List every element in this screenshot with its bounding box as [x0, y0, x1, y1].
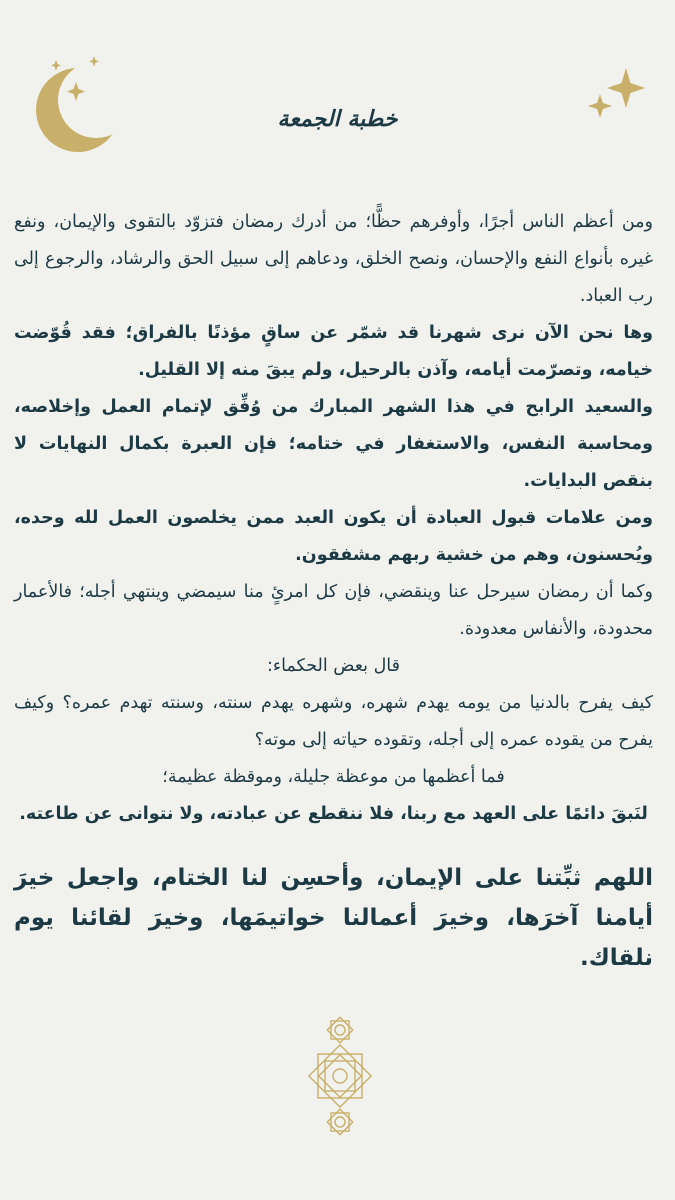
- paragraph: والسعيد الرابح في هذا الشهر المبارك من وُفِّق لإتمام العمل وإخلاصه، ومحاسبة النفس، والاستغفار في ختامه؛ فإن العبرة بكمال النهايات لا بنقص البدايات.: [14, 397, 653, 491]
- paragraph: وها نحن الآن نرى شهرنا قد شمّر عن ساقٍ مؤذنًا بالفراق؛ فقد قُوّضت خيامه، وتصرّمت أيامه، وآذن بالرحيل، ولم يبقَ منه إلا القليل.: [14, 323, 653, 380]
- paragraph: قال بعض الحكماء:: [266, 656, 401, 676]
- page-title: خطبة الجمعة: [277, 106, 398, 132]
- crescent-moon-icon: [28, 48, 128, 158]
- paragraph: وكما أن رمضان سيرحل عنا وينقضي، فإن كل امرئٍ منا سيمضي وينتهي أجله؛ فالأعمار محدودة، والأنفاس معدودة.: [14, 582, 653, 639]
- paragraph: ومن أعظم الناس أجرًا، وأوفرهم حظًّا؛ من أدرك رمضان فتزوّد بالتقوى والإيمان، ونفع غيره بأنواع النفع والإحسان، ونصح الخلق، ودعاهم إلى سبيل الحق والرشاد، والرجوع إلى رب العباد.: [14, 212, 653, 306]
- sermon-body: [14, 204, 653, 833]
- paragraph: لنَبقَ دائمًا على العهد مع ربنا، فلا ننقطع عن عبادته، ولا نتوانى عن طاعته.: [19, 804, 648, 824]
- paragraph: كيف يفرح بالدنيا من يومه يهدم شهره، وشهره يهدم سنته، وسنته تهدم عمره؟ وكيف يفرح من يقوده عمره إلى أجله، وتقوده حياته إلى موته؟: [14, 693, 653, 750]
- closing-supplication: اللهم ثبِّتنا على الإيمان، وأحسِن لنا الختام، واجعل خيرَ أيامنا آخرَها، وخيرَ أعمالنا خواتيمَها، وخيرَ لقائنا يوم نلقاك.: [14, 865, 653, 971]
- paragraph: فما أعظمها من موعظة جليلة، وموقظة عظيمة؛: [162, 767, 505, 787]
- paragraph: ومن علامات قبول العبادة أن يكون العبد ممن يخلصون العمل لله وحده، ويُحسنون، وهم من خشية ربهم مشفقون.: [14, 508, 653, 565]
- islamic-star-ornament-icon: [304, 1016, 376, 1136]
